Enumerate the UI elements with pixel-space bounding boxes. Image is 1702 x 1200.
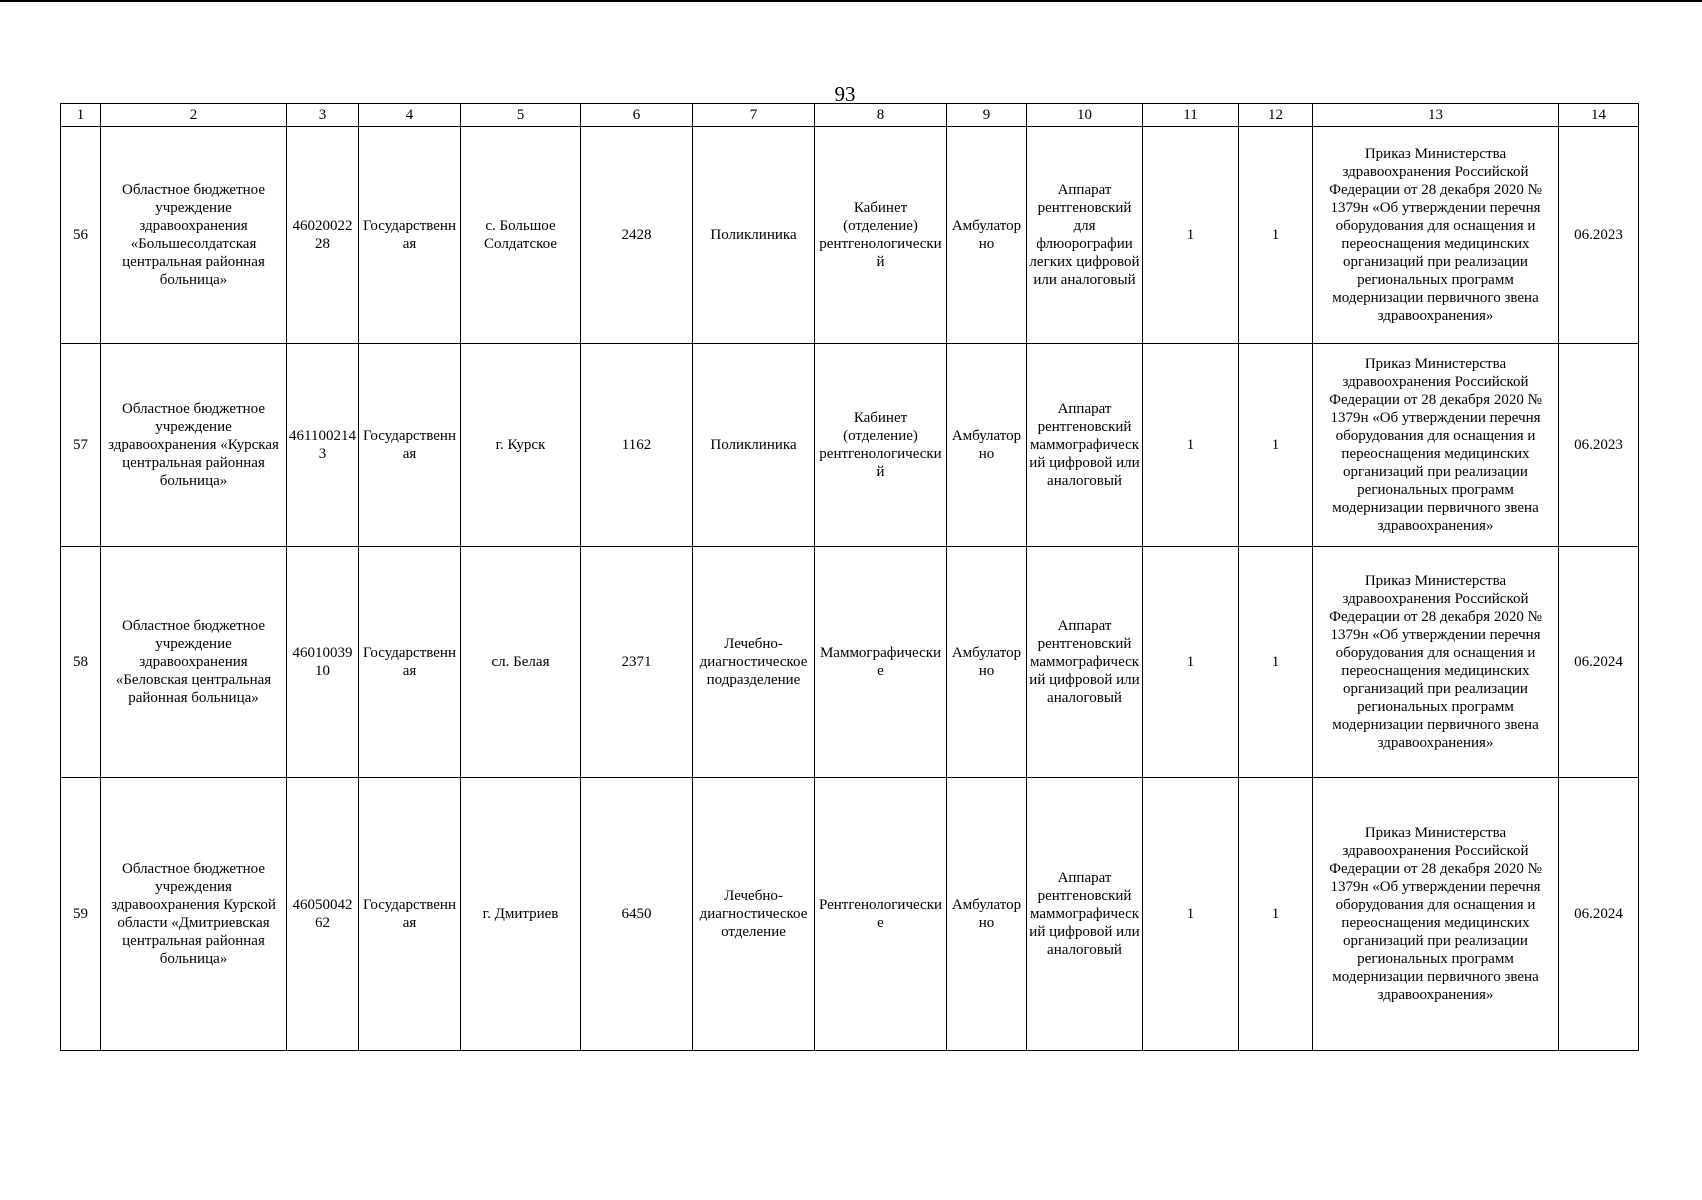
column-header-9: 9 <box>947 104 1027 127</box>
row-number: 58 <box>61 547 101 778</box>
quantity-col-11: 1 <box>1143 344 1239 547</box>
column-header-10: 10 <box>1027 104 1143 127</box>
care-form: Амбулаторно <box>947 127 1027 344</box>
deadline-date: 06.2024 <box>1559 778 1639 1051</box>
quantity-col-12: 1 <box>1239 547 1313 778</box>
page-number: 93 <box>834 82 856 106</box>
organization-code: 4605004262 <box>287 778 359 1051</box>
table-row <box>61 778 1639 1051</box>
column-header-8: 8 <box>815 104 947 127</box>
column-header-7: 7 <box>693 104 815 127</box>
column-header-12: 12 <box>1239 104 1313 127</box>
care-form: Амбулаторно <box>947 547 1027 778</box>
column-header-1: 1 <box>61 104 101 127</box>
ownership-form: Государственная <box>359 547 461 778</box>
legal-basis: Приказ Министерства здравоохранения Российской Федерации от 28 декабря 2020 № 1379н «Об утверждении перечня оборудования для оснащения и переоснащения медицинских организаций при реализации региональных программ модернизации первичного звена здравоохранения» <box>1313 778 1559 1051</box>
equipment-name: Аппарат рентгеновский маммографический цифровой или аналоговый <box>1027 778 1143 1051</box>
organization-name: Областное бюджетное учреждение здравоохранения «Курская центральная районная больница» <box>101 344 287 547</box>
population: 1162 <box>581 344 693 547</box>
table-row <box>61 344 1639 547</box>
equipment-registry-table <box>60 103 1639 1051</box>
equipment-name: Аппарат рентгеновский маммографический цифровой или аналоговый <box>1027 547 1143 778</box>
column-header-14: 14 <box>1559 104 1639 127</box>
locality: с. Большое Солдатское <box>461 127 581 344</box>
page-top-rule <box>0 0 1702 2</box>
column-header-4: 4 <box>359 104 461 127</box>
column-header-13: 13 <box>1313 104 1559 127</box>
equipment-name: Аппарат рентгеновский маммографический цифровой или аналоговый <box>1027 344 1143 547</box>
column-header-5: 5 <box>461 104 581 127</box>
organization-code: 4601003910 <box>287 547 359 778</box>
table-row <box>61 547 1639 778</box>
legal-basis: Приказ Министерства здравоохранения Российской Федерации от 28 декабря 2020 № 1379н «Об утверждении перечня оборудования для оснащения и переоснащения медицинских организаций при реализации региональных программ модернизации первичного звена здравоохранения» <box>1313 127 1559 344</box>
row-number: 56 <box>61 127 101 344</box>
quantity-col-11: 1 <box>1143 547 1239 778</box>
equipment-name: Аппарат рентгеновский для флюорографии легких цифровой или аналоговый <box>1027 127 1143 344</box>
ownership-form: Государственная <box>359 778 461 1051</box>
department: Кабинет (отделение) рентгенологический <box>815 127 947 344</box>
deadline-date: 06.2023 <box>1559 127 1639 344</box>
quantity-col-12: 1 <box>1239 778 1313 1051</box>
subdivision: Поликлиника <box>693 344 815 547</box>
quantity-col-12: 1 <box>1239 344 1313 547</box>
locality: сл. Белая <box>461 547 581 778</box>
population: 2371 <box>581 547 693 778</box>
organization-name: Областное бюджетное учреждение здравоохранения «Большесолдатская центральная районная больница» <box>101 127 287 344</box>
legal-basis: Приказ Министерства здравоохранения Российской Федерации от 28 декабря 2020 № 1379н «Об утверждении перечня оборудования для оснащения и переоснащения медицинских организаций при реализации региональных программ модернизации первичного звена здравоохранения» <box>1313 547 1559 778</box>
care-form: Амбулаторно <box>947 344 1027 547</box>
population: 2428 <box>581 127 693 344</box>
subdivision: Лечебно-диагностическое подразделение <box>693 547 815 778</box>
quantity-col-11: 1 <box>1143 127 1239 344</box>
column-header-11: 11 <box>1143 104 1239 127</box>
table-row <box>61 127 1639 344</box>
deadline-date: 06.2023 <box>1559 344 1639 547</box>
population: 6450 <box>581 778 693 1051</box>
department: Рентгенологические <box>815 778 947 1051</box>
row-number: 59 <box>61 778 101 1051</box>
quantity-col-11: 1 <box>1143 778 1239 1051</box>
department: Кабинет (отделение) рентгенологический <box>815 344 947 547</box>
locality: г. Дмитриев <box>461 778 581 1051</box>
locality: г. Курск <box>461 344 581 547</box>
column-header-2: 2 <box>101 104 287 127</box>
row-number: 57 <box>61 344 101 547</box>
column-header-3: 3 <box>287 104 359 127</box>
quantity-col-12: 1 <box>1239 127 1313 344</box>
ownership-form: Государственная <box>359 344 461 547</box>
ownership-form: Государственная <box>359 127 461 344</box>
care-form: Амбулаторно <box>947 778 1027 1051</box>
deadline-date: 06.2024 <box>1559 547 1639 778</box>
legal-basis: Приказ Министерства здравоохранения Российской Федерации от 28 декабря 2020 № 1379н «Об утверждении перечня оборудования для оснащения и переоснащения медицинских организаций при реализации региональных программ модернизации первичного звена здравоохранения» <box>1313 344 1559 547</box>
subdivision: Поликлиника <box>693 127 815 344</box>
organization-code: 4611002143 <box>287 344 359 547</box>
organization-code: 4602002228 <box>287 127 359 344</box>
organization-name: Областное бюджетное учреждения здравоохранения Курской области «Дмитриевская центральная районная больница» <box>101 778 287 1051</box>
subdivision: Лечебно-диагностическое отделение <box>693 778 815 1051</box>
department: Маммографические <box>815 547 947 778</box>
column-header-6: 6 <box>581 104 693 127</box>
column-number-header-row <box>61 104 1639 127</box>
organization-name: Областное бюджетное учреждение здравоохранения «Беловская центральная районная больница» <box>101 547 287 778</box>
